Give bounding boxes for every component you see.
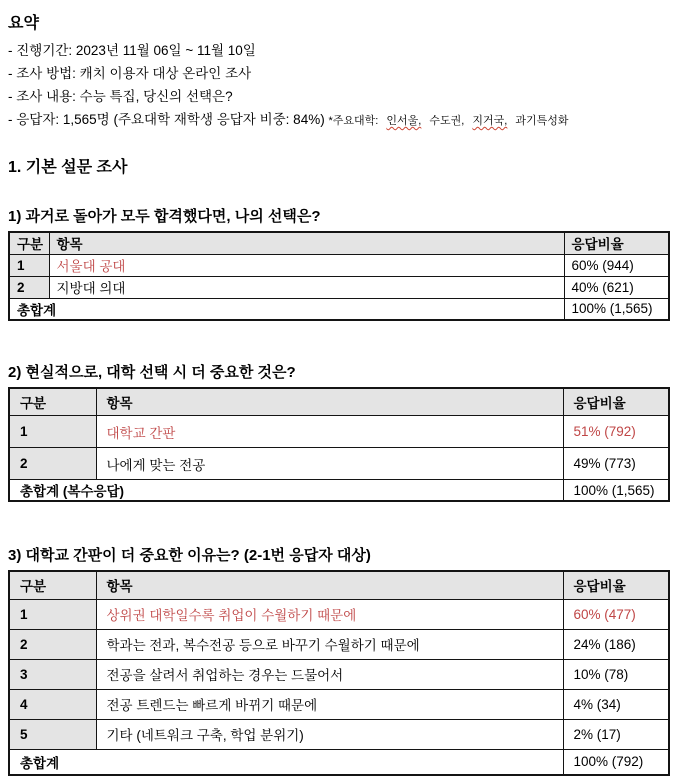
- survey-table-3: [8, 570, 670, 776]
- footnote-word-sudogwon: 수도권,: [429, 115, 465, 127]
- table-row: [9, 276, 669, 298]
- total-label: 총합계: [9, 749, 563, 775]
- table-row: [9, 689, 669, 719]
- section-title: 1. 기본 설문 조사: [8, 159, 128, 176]
- total-value: 100% (1,565): [563, 480, 669, 502]
- col-header-category: 구분: [9, 388, 96, 416]
- row-value: 40% (621): [564, 276, 669, 298]
- total-value: 100% (1,565): [564, 298, 669, 320]
- col-header-item: 항목: [49, 232, 564, 254]
- row-number: 1: [9, 599, 96, 629]
- table-total-row: [9, 480, 669, 502]
- total-label: 총합계 (복수응답): [9, 480, 563, 502]
- summary-line-content: - 조사 내용: 수능 특집, 당신의 선택은?: [8, 89, 233, 104]
- row-number: 4: [9, 689, 96, 719]
- col-header-ratio: 응답비율: [563, 388, 669, 416]
- table-row: [9, 719, 669, 749]
- col-header-category: 구분: [9, 232, 49, 254]
- row-item: 학과는 전과, 복수전공 등으로 바꾸기 수월하기 때문에: [96, 629, 563, 659]
- row-number: 3: [9, 659, 96, 689]
- row-value: 51% (792): [563, 416, 669, 448]
- survey-table-2: [8, 387, 670, 503]
- row-item: 전공을 살려서 취업하는 경우는 드물어서: [96, 659, 563, 689]
- row-value: 49% (773): [563, 448, 669, 480]
- footnote-word-inseoul: 인서울,: [386, 115, 422, 127]
- table-row: [9, 659, 669, 689]
- table-row: [9, 254, 669, 276]
- row-value: 2% (17): [563, 719, 669, 749]
- row-item: 대학교 간판: [96, 416, 563, 448]
- question-title-1: 1) 과거로 돌아가 모두 합격했다면, 나의 선택은?: [8, 208, 321, 225]
- row-number: 2: [9, 448, 96, 480]
- row-value: 10% (78): [563, 659, 669, 689]
- summary-line-respondents: [8, 108, 668, 133]
- row-value: 24% (186): [563, 629, 669, 659]
- table-header-row: [9, 388, 669, 416]
- col-header-item: 항목: [96, 571, 563, 599]
- col-header-category: 구분: [9, 571, 96, 599]
- table-total-row: [9, 749, 669, 775]
- survey-table-1: [8, 231, 670, 321]
- col-header-item: 항목: [96, 388, 563, 416]
- summary-line-period: - 진행기간: 2023년 11월 06일 ~ 11월 10일: [8, 43, 256, 58]
- total-value: 100% (792): [563, 749, 669, 775]
- footnote-label: *주요대학:: [328, 115, 379, 127]
- total-label: 총합계: [9, 298, 564, 320]
- summary-respondents-text: - 응답자: 1,565명 (주요대학 재학생 응답자 비중: 84%): [8, 112, 325, 127]
- footnote-word-jigeoguk: 지거국,: [472, 115, 508, 127]
- row-number: 5: [9, 719, 96, 749]
- row-value: 60% (477): [563, 599, 669, 629]
- table-row: [9, 599, 669, 629]
- row-value: 4% (34): [563, 689, 669, 719]
- row-item: 상위권 대학일수록 취업이 수월하기 때문에: [96, 599, 563, 629]
- table-header-row: [9, 571, 669, 599]
- table-row: [9, 629, 669, 659]
- row-value: 60% (944): [564, 254, 669, 276]
- row-number: 2: [9, 276, 49, 298]
- row-item: 서울대 공대: [49, 254, 564, 276]
- summary-line-method: - 조사 방법: 캐치 이용자 대상 온라인 조사: [8, 66, 252, 81]
- summary-title: 요약: [8, 15, 39, 32]
- footnote: [328, 115, 568, 127]
- question-title-2: 2) 현실적으로, 대학 선택 시 더 중요한 것은?: [8, 363, 296, 381]
- footnote-word-gwagi: 과기특성화: [515, 115, 569, 127]
- table-row: [9, 448, 669, 480]
- row-number: 1: [9, 416, 96, 448]
- table-total-row: [9, 298, 669, 320]
- row-item: 전공 트렌드는 빠르게 바뀌기 때문에: [96, 689, 563, 719]
- row-item: 지방대 의대: [49, 276, 564, 298]
- question-title-3: 3) 대학교 간판이 더 중요한 이유는? (2-1번 응답자 대상): [8, 547, 371, 564]
- row-item: 기타 (네트워크 구축, 학업 분위기): [96, 719, 563, 749]
- table-row: [9, 416, 669, 448]
- col-header-ratio: 응답비율: [564, 232, 669, 254]
- col-header-ratio: 응답비율: [563, 571, 669, 599]
- row-item: 나에게 맞는 전공: [96, 448, 563, 480]
- row-number: 2: [9, 629, 96, 659]
- table-header-row: [9, 232, 669, 254]
- row-number: 1: [9, 254, 49, 276]
